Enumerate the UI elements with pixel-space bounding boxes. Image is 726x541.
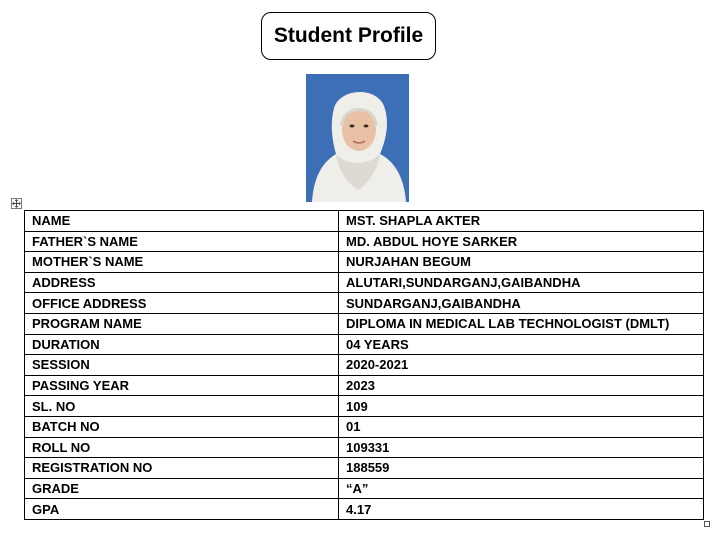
student-photo: [306, 74, 409, 202]
row-value: 109331: [339, 437, 704, 458]
table-row: [25, 416, 704, 437]
row-label: DURATION: [25, 334, 339, 355]
table-row: [25, 355, 704, 376]
row-label: REGISTRATION NO: [25, 458, 339, 479]
table-row: [25, 458, 704, 479]
row-label: GPA: [25, 499, 339, 520]
row-value: DIPLOMA IN MEDICAL LAB TECHNOLOGIST (DMLT): [339, 313, 704, 334]
table-row: [25, 231, 704, 252]
row-value: 04 YEARS: [339, 334, 704, 355]
table-resize-handle[interactable]: [704, 521, 710, 527]
table-row: [25, 437, 704, 458]
row-value: 2020-2021: [339, 355, 704, 376]
table-move-handle-icon[interactable]: [11, 198, 22, 209]
table-row: [25, 211, 704, 232]
table-row: [25, 272, 704, 293]
table-row: [25, 478, 704, 499]
row-value: SUNDARGANJ,GAIBANDHA: [339, 293, 704, 314]
row-value: 188559: [339, 458, 704, 479]
row-value: 109: [339, 396, 704, 417]
row-label: ROLL NO: [25, 437, 339, 458]
student-profile-table: [24, 210, 704, 520]
row-label: SL. NO: [25, 396, 339, 417]
page-title: Student Profile: [261, 12, 436, 60]
table-row: [25, 375, 704, 396]
row-value: NURJAHAN BEGUM: [339, 252, 704, 273]
student-portrait-image: [306, 74, 409, 202]
row-value: 01: [339, 416, 704, 437]
row-label: PASSING YEAR: [25, 375, 339, 396]
row-label: SESSION: [25, 355, 339, 376]
row-value: 4.17: [339, 499, 704, 520]
row-label: ADDRESS: [25, 272, 339, 293]
row-label: FATHER`S NAME: [25, 231, 339, 252]
row-label: OFFICE ADDRESS: [25, 293, 339, 314]
table-row: [25, 252, 704, 273]
row-label: GRADE: [25, 478, 339, 499]
row-label: PROGRAM NAME: [25, 313, 339, 334]
table-row: [25, 396, 704, 417]
row-value: 2023: [339, 375, 704, 396]
table-row: [25, 293, 704, 314]
row-label: MOTHER`S NAME: [25, 252, 339, 273]
row-label: BATCH NO: [25, 416, 339, 437]
row-label: NAME: [25, 211, 339, 232]
row-value: MST. SHAPLA AKTER: [339, 211, 704, 232]
row-value: “A”: [339, 478, 704, 499]
row-value: ALUTARI,SUNDARGANJ,GAIBANDHA: [339, 272, 704, 293]
table-row: [25, 334, 704, 355]
table-row: [25, 313, 704, 334]
table-row: [25, 499, 704, 520]
row-value: MD. ABDUL HOYE SARKER: [339, 231, 704, 252]
